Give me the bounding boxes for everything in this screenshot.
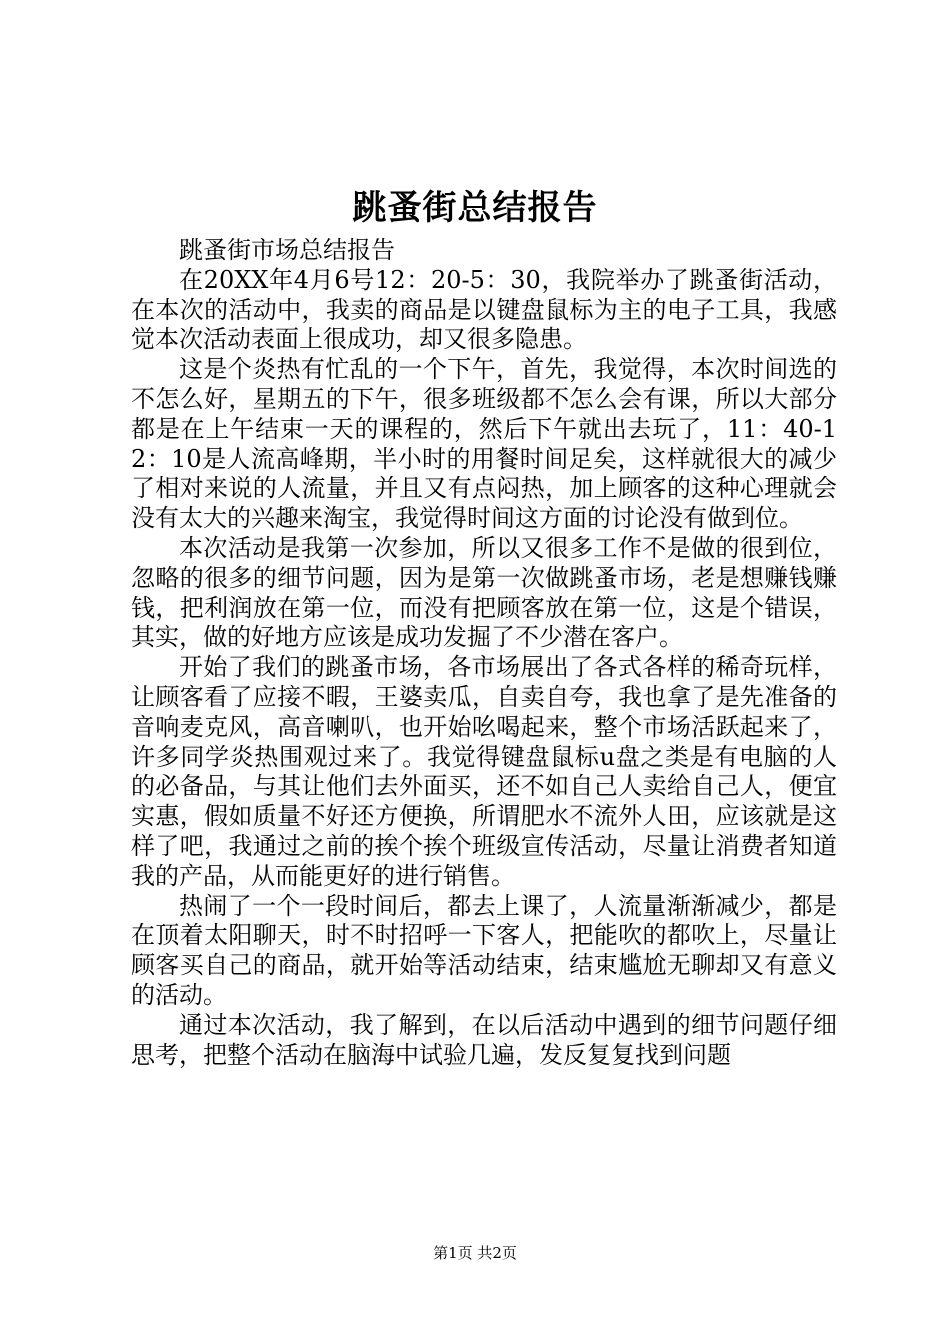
page-number-footer: 第1页 共2页 bbox=[433, 1244, 517, 1262]
paragraph: 通过本次活动，我了解到，在以后活动中遇到的细节问题仔细思考，把整个活动在脑海中试验几遍，发反复复找到问题 bbox=[131, 1010, 837, 1069]
paragraph: 这是个炎热有忙乱的一个下午，首先，我觉得，本次时间选的不怎么好，星期五的下午，很多班级都不怎么会有课，所以大部分都是在上午结束一天的课程的，然后下午就出去玩了，11：40-12：10是人流高峰期，半小时的用餐时间足矣，这样就很大的减少了相对来说的人流量，并且又有点闷热，加上顾客的这种心理就会没有太大的兴趣来淘宝，我觉得时间这方面的讨论没有做到位。 bbox=[131, 355, 837, 533]
paragraph: 在20XX年4月6号12：20-5：30，我院举办了跳蚤街活动，在本次的活动中，我卖的商品是以键盘鼠标为主的电子工具，我感觉本次活动表面上很成功，却又很多隐患。 bbox=[131, 265, 837, 354]
paragraph: 开始了我们的跳蚤市场，各市场展出了各式各样的稀奇玩样，让顾客看了应接不暇，王婆卖瓜，自卖自夸，我也拿了是先准备的音响麦克风，高音喇叭，也开始吆喝起来，整个市场活跃起来了，许多同学炎热围观过来了。我觉得键盘鼠标u盘之类是有电脑的人的必备品，与其让他们去外面买，还不如自己人卖给自己人，便宜实惠，假如质量不好还方便换，所谓肥水不流外人田，应该就是这样了吧，我通过之前的挨个挨个班级宣传活动，尽量让消费者知道我的产品，从而能更好的进行销售。 bbox=[131, 653, 837, 890]
paragraph: 本次活动是我第一次参加，所以又很多工作不是做的很到位，忽略的很多的细节问题，因为是第一次做跳蚤市场，老是想赚钱赚钱，把利润放在第一位，而没有把顾客放在第一位，这是个错误，其实，做的好地方应该是成功发掘了不少潜在客户。 bbox=[131, 533, 837, 652]
paragraph: 热闹了一个一段时间后，都去上课了，人流量渐渐减少，都是在顶着太阳聊天，时不时招呼一下客人，把能吹的都吹上，尽量让顾客买自己的商品，就开始等活动结束，结束尴尬无聊却又有意义的活动。 bbox=[131, 891, 837, 1009]
paragraph-subtitle: 跳蚤街市场总结报告 bbox=[179, 236, 395, 264]
document-body bbox=[131, 236, 837, 1070]
document-title: 跳蚤街总结报告 bbox=[352, 188, 598, 228]
